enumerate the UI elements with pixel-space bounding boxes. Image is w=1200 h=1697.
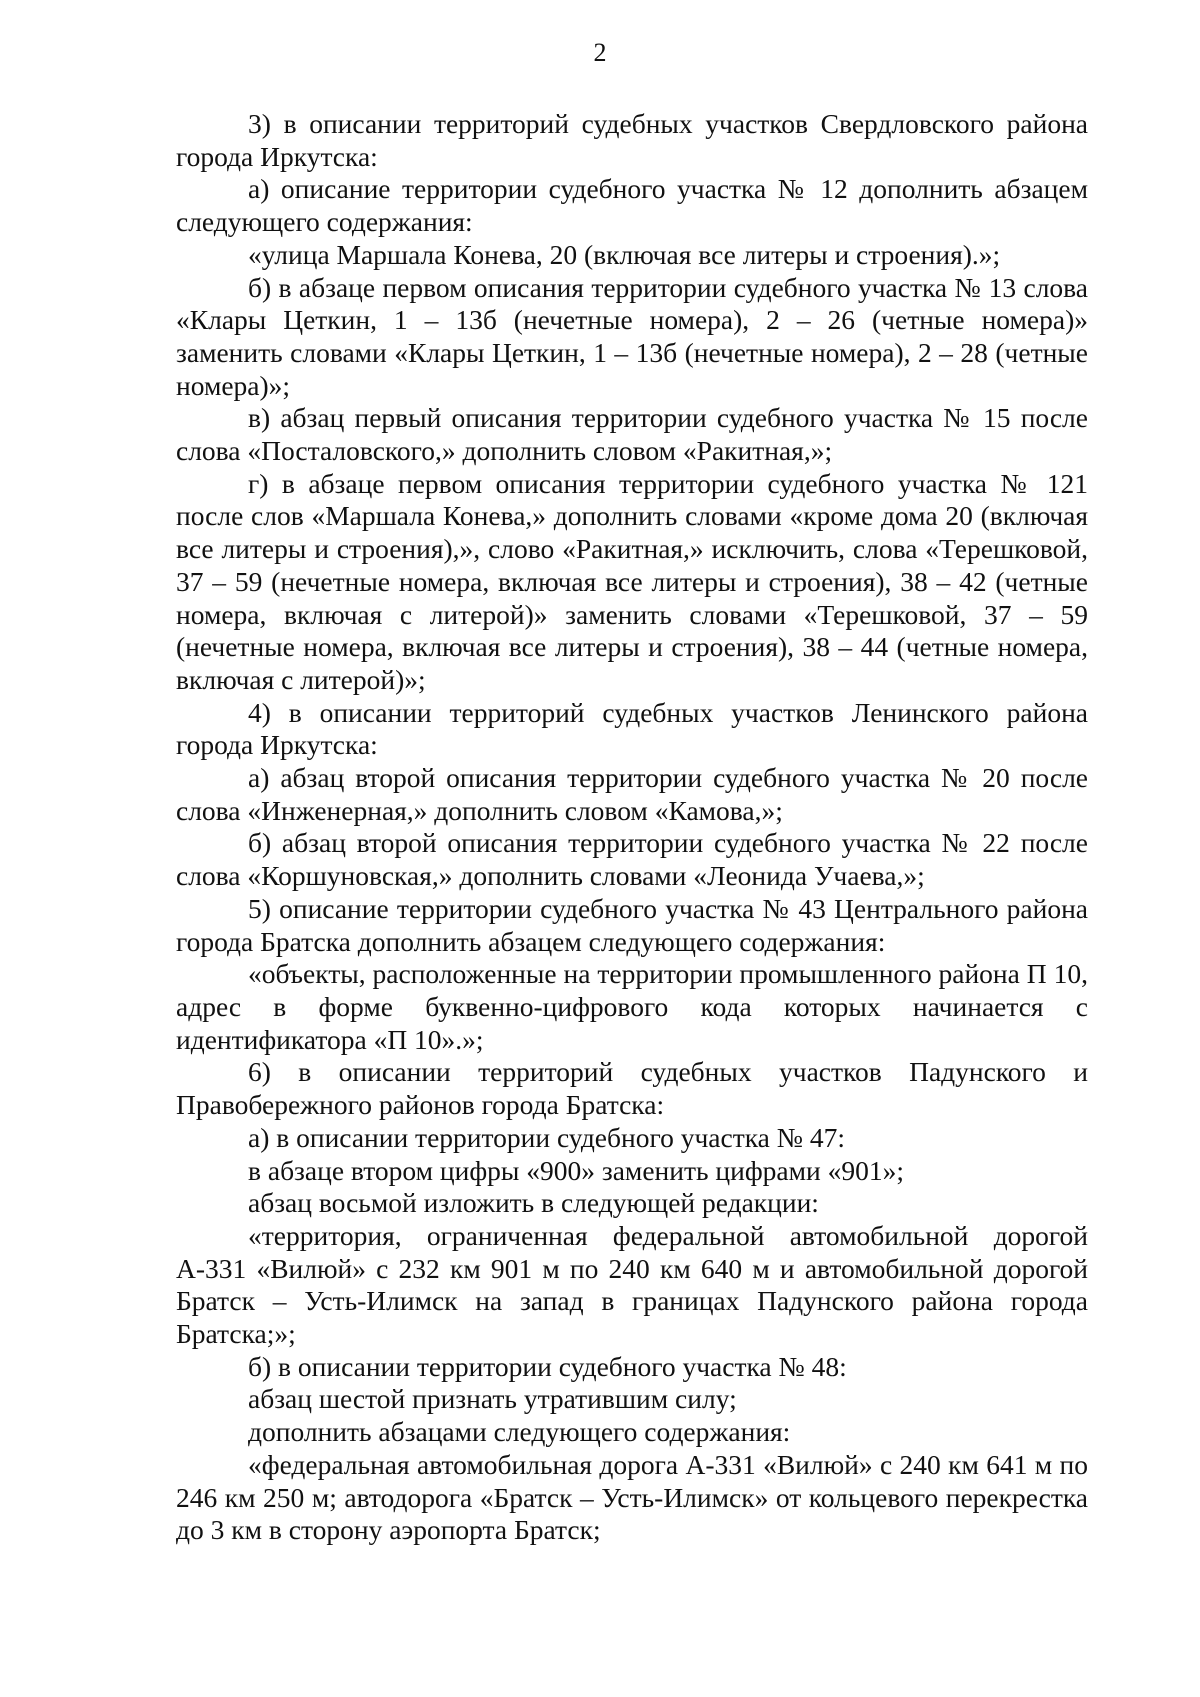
paragraph-item-3: 3) в описании территорий судебных участков Свердловского района города Иркутска: (176, 108, 1088, 172)
paragraph-item-4: 4) в описании территорий судебных участков Ленинского района города Иркутска: (176, 696, 1088, 761)
paragraph-item-6: 6) в описании территорий судебных участков Падунского и Правобережного районов города Братска: (176, 1056, 1088, 1121)
paragraph-subitem-3a: а) описание территории судебного участка № 12 дополнить абзацем следующего содержания: (176, 173, 1088, 238)
paragraph-subitem-4b: б) абзац второй описания территории судебного участка № 22 после слова «Коршуновская,» дополнить словами «Леонида Учаева,»; (176, 827, 1088, 892)
paragraph-6b-line-2: дополнить абзацами следующего содержания: (248, 1416, 791, 1448)
document-body (176, 108, 1088, 1547)
paragraph-6a-line-1: в абзаце втором цифры «900» заменить цифрами «901»; (248, 1154, 904, 1186)
paragraph-quote-6a: «территория, ограниченная федеральной автомобильной дорогой А-331 «Вилюй» с 232 км 901 м по 240 км 640 м и автомобильной дорогой Братск – Усть-Илимск на запад в границах Падунского района города Братска;»; (176, 1219, 1088, 1350)
paragraph-subitem-4a: а) абзац второй описания территории судебного участка № 20 после слова «Инженерная,» дополнить словом «Камова,»; (176, 762, 1088, 826)
paragraph-subitem-3g: г) в абзаце первом описания территории судебного участка № 121 после слов «Маршала Конева,» дополнить словами «кроме дома 20 (включая все литеры и строения),», слово «Ракитная,» исключить, слова «Терешковой, 37 – 59 (нечетные номера, включая все литеры и строения), 38 – 42 (четные номера, включая с литерой)» заменить словами «Терешковой, 37 – 59 (нечетные номера, включая все литеры и строения), 38 – 44 (четные номера, включая с литерой)»; (176, 467, 1088, 695)
paragraph-subitem-3v: в) абзац первый описания территории судебного участка № 15 после слова «Посталовского,» дополнить словом «Ракитная,»; (176, 402, 1088, 467)
paragraph-6b-line-1: абзац шестой признать утратившим силу; (248, 1383, 737, 1415)
paragraph-item-5: 5) описание территории судебного участка № 43 Центрального района города Братска дополнить абзацем следующего содержания: (176, 892, 1088, 957)
paragraph-quote-3a: «улица Маршала Конева, 20 (включая все литеры и строения).»; (248, 238, 1001, 270)
paragraph-subitem-6a: а) в описании территории судебного участка № 47: (248, 1121, 845, 1153)
paragraph-subitem-3b: б) в абзаце первом описания территории судебного участка № 13 слова «Клары Цеткин, 1 – 13б (нечетные номера), 2 – 26 (четные номера)» заменить словами «Клары Цеткин, 1 – 13б (нечетные номера), 2 – 28 (четные номера)»; (176, 271, 1088, 401)
paragraph-quote-5: «объекты, расположенные на территории промышленного района П 10, адрес в форме буквенно-цифрового кода которых начинается с идентификатора «П 10».»; (176, 958, 1088, 1055)
paragraph-6a-line-2: абзац восьмой изложить в следующей редакции: (248, 1187, 819, 1219)
page-number: 2 (593, 38, 607, 67)
paragraph-subitem-6b: б) в описании территории судебного участка № 48: (248, 1350, 847, 1382)
paragraph-quote-6b: «федеральная автомобильная дорога А-331 «Вилюй» с 240 км 641 м по 246 км 250 м; автодорога «Братск – Усть-Илимск» от кольцевого перекрестка до 3 км в сторону аэропорта Братск; (176, 1448, 1088, 1546)
